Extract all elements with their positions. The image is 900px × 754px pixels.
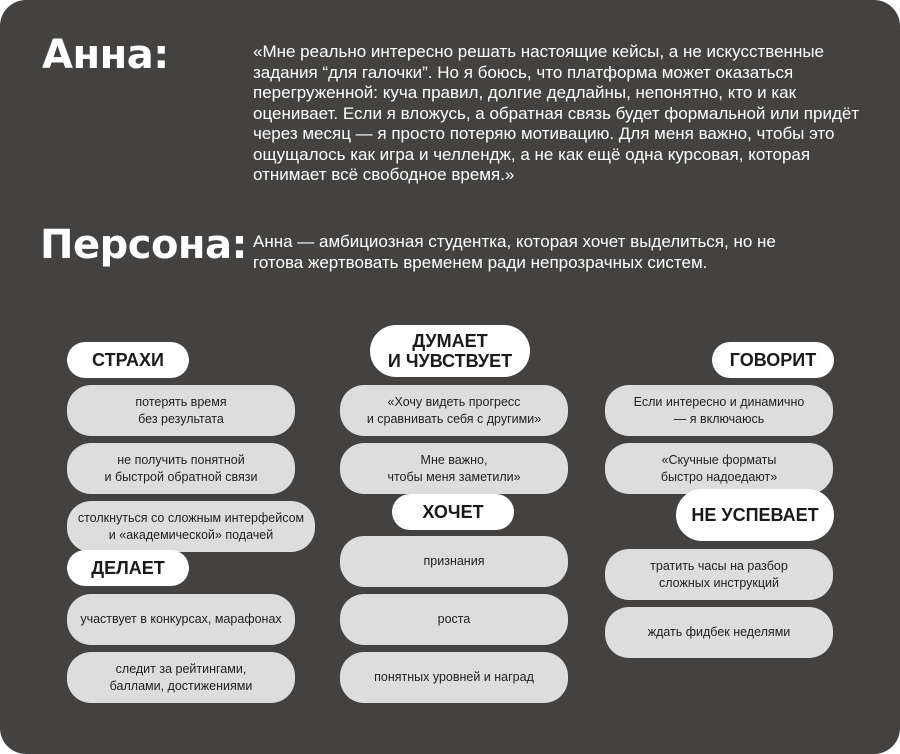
thinks-item: Мне важно, чтобы меня заметили» xyxy=(340,443,568,494)
no-time-item: тратить часы на разбор сложных инструкций xyxy=(605,549,833,600)
does-tag: ДЕЛАЕТ xyxy=(67,550,189,586)
fears-tag: СТРАХИ xyxy=(67,342,189,378)
wants-item: роста xyxy=(340,594,568,645)
persona-description: Анна — амбициозная студентка, которая хочет выделиться, но не готова жертвовать временем ради непрозрачных систем. xyxy=(253,232,776,272)
anna-title: Анна: xyxy=(42,32,169,78)
wants-tag: ХОЧЕТ xyxy=(392,494,514,530)
no-time-tag: НЕ УСПЕВАЕТ xyxy=(676,489,834,541)
does-item: участвует в конкурсах, марафонах xyxy=(67,594,295,645)
says-item: Если интересно и динамично — я включаюсь xyxy=(605,385,833,436)
thinks-tag: ДУМАЕТ И ЧУВСТВУЕТ xyxy=(370,325,530,377)
says-item: «Скучные форматы быстро надоедают» xyxy=(605,443,833,494)
says-tag: ГОВОРИТ xyxy=(712,342,834,378)
wants-item: понятных уровней и наград xyxy=(340,652,568,703)
fears-item: не получить понятной и быстрой обратной связи xyxy=(67,443,295,494)
persona-title: Персона: xyxy=(40,222,248,268)
wants-item: признания xyxy=(340,536,568,587)
no-time-item: ждать фидбек неделями xyxy=(605,607,833,658)
thinks-item: «Хочу видеть прогресс и сравнивать себя с другими» xyxy=(340,385,568,436)
fears-item: столкнуться со сложным интерфейсом и «академической» подачей xyxy=(67,501,315,552)
fears-item: потерять время без результата xyxy=(67,385,295,436)
anna-quote: «Мне реально интересно решать настоящие кейсы, а не искусственные задания “для галочки”. Но я боюсь, что платформа может оказаться перегруженной: куча правил, долгие дедлайны, непонятно, кто и как оценивает. Если я вложусь, а обратная связь будет формальной или придёт через месяц — я просто потеряю мотивацию. Для меня важно, чтобы это ощущалось как игра и челлендж, а не как ещё одна курсовая, которая отнимает всё свободное время.» xyxy=(253,42,860,184)
does-item: следит за рейтингами, баллами, достижениями xyxy=(67,652,295,703)
